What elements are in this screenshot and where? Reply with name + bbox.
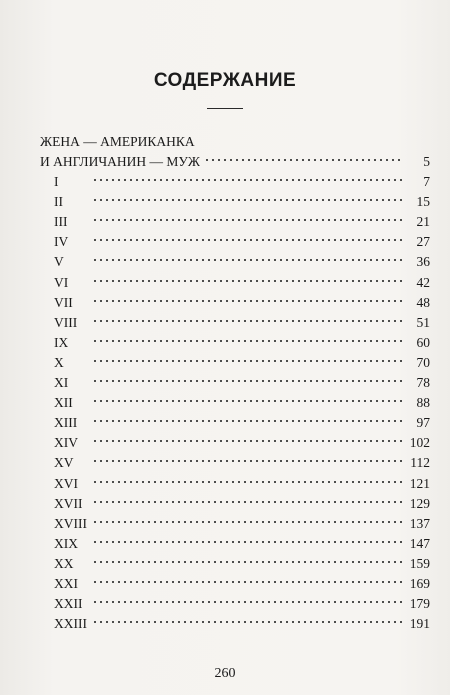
toc-page-number: 42 xyxy=(416,274,430,290)
dot-leader xyxy=(92,599,402,605)
dot-leader xyxy=(92,318,402,324)
dot-leader xyxy=(92,619,402,625)
dot-leader xyxy=(92,338,402,344)
toc-page-number: 159 xyxy=(409,555,430,571)
toc-chapter-row[interactable] xyxy=(40,594,430,614)
toc-page-number: 179 xyxy=(409,596,430,612)
title-divider xyxy=(207,108,243,109)
toc-chapter-row[interactable] xyxy=(40,554,430,574)
toc-page-number: 60 xyxy=(416,334,430,350)
toc-chapter-row[interactable] xyxy=(40,474,430,494)
toc-page-number: 5 xyxy=(423,154,430,169)
toc-chapter-label: XVI xyxy=(54,475,78,491)
dot-leader xyxy=(92,579,402,585)
toc-chapter-row[interactable] xyxy=(40,393,430,413)
dot-leader xyxy=(92,358,402,364)
toc-chapter-label: XIII xyxy=(54,415,78,431)
toc-chapter-row[interactable] xyxy=(40,353,430,373)
page-title: СОДЕРЖАНИЕ xyxy=(153,70,297,91)
toc-chapter-label: II xyxy=(54,194,63,210)
toc-page-number: 7 xyxy=(423,174,430,190)
toc-chapter-label: IX xyxy=(54,334,69,350)
dot-leader xyxy=(92,438,402,444)
toc-chapter-label: XIV xyxy=(54,435,78,451)
toc-main-entry[interactable] xyxy=(40,152,430,172)
toc-chapter-row[interactable] xyxy=(40,433,430,453)
page-number-footer: 260 xyxy=(214,666,236,681)
table-of-contents xyxy=(40,132,430,634)
dot-leader xyxy=(92,559,402,565)
toc-page-number: 78 xyxy=(416,375,430,391)
toc-chapter-label: VI xyxy=(54,274,69,290)
dot-leader xyxy=(92,479,402,485)
dot-leader xyxy=(92,197,402,203)
dot-leader xyxy=(92,458,402,464)
toc-page-number: 97 xyxy=(416,415,430,431)
toc-chapter-label: XXIII xyxy=(54,616,87,632)
toc-chapter-row[interactable] xyxy=(40,614,430,634)
dot-leader xyxy=(92,519,402,525)
toc-page-number: 147 xyxy=(409,535,430,551)
toc-chapter-label: XVII xyxy=(54,495,83,511)
toc-chapter-label: XXII xyxy=(54,596,83,612)
toc-page-number: 36 xyxy=(416,254,430,270)
toc-chapter-row[interactable] xyxy=(40,313,430,333)
toc-chapter-label: I xyxy=(54,174,59,190)
toc-main-entry-line2: И АНГЛИЧАНИН — МУЖ xyxy=(40,154,200,169)
toc-main-entry-line1: ЖЕНА — АМЕРИКАНКА xyxy=(40,134,195,149)
toc-page-number: 121 xyxy=(409,475,430,491)
dot-leader xyxy=(92,177,402,183)
toc-page-number: 15 xyxy=(416,194,430,210)
toc-page-number: 21 xyxy=(416,214,430,230)
toc-page-number: 112 xyxy=(410,455,430,471)
toc-page-number: 70 xyxy=(416,354,430,370)
toc-chapter-label: XX xyxy=(54,555,74,571)
toc-chapter-label: XVIII xyxy=(54,515,87,531)
toc-page-number: 137 xyxy=(409,515,430,531)
toc-chapter-row[interactable] xyxy=(40,273,430,293)
dot-leader xyxy=(92,217,402,223)
dot-leader xyxy=(92,499,402,505)
toc-chapter-label: XIX xyxy=(54,535,78,551)
toc-chapter-row[interactable] xyxy=(40,373,430,393)
dot-leader xyxy=(92,298,402,304)
dot-leader xyxy=(204,157,402,163)
toc-chapter-row[interactable] xyxy=(40,574,430,594)
toc-chapter-label: VIII xyxy=(54,314,78,330)
dot-leader xyxy=(92,278,402,284)
dot-leader xyxy=(92,398,402,404)
toc-chapter-row[interactable] xyxy=(40,534,430,554)
toc-chapter-label: IV xyxy=(54,234,69,250)
dot-leader xyxy=(92,418,402,424)
toc-chapter-row[interactable] xyxy=(40,293,430,313)
toc-page-number: 27 xyxy=(416,234,430,250)
toc-chapter-label: V xyxy=(54,254,64,270)
toc-chapter-row[interactable] xyxy=(40,212,430,232)
toc-chapter-row[interactable] xyxy=(40,413,430,433)
toc-chapter-label: XXI xyxy=(54,575,78,591)
toc-chapter-row[interactable] xyxy=(40,172,430,192)
dot-leader xyxy=(92,257,402,263)
toc-page-number: 129 xyxy=(409,495,430,511)
toc-chapter-label: XII xyxy=(54,395,73,411)
toc-page-number: 191 xyxy=(409,616,430,632)
toc-chapter-row[interactable] xyxy=(40,494,430,514)
toc-page-number: 102 xyxy=(409,435,430,451)
toc-chapter-row[interactable] xyxy=(40,514,430,534)
dot-leader xyxy=(92,378,402,384)
dot-leader xyxy=(92,539,402,545)
chapter-list xyxy=(40,172,430,634)
toc-chapter-label: XI xyxy=(54,375,69,391)
toc-chapter-row[interactable] xyxy=(40,192,430,212)
toc-page-number: 88 xyxy=(416,395,430,411)
toc-chapter-label: VII xyxy=(54,294,73,310)
toc-page-number: 51 xyxy=(416,314,430,330)
toc-page-number: 48 xyxy=(416,294,430,310)
toc-chapter-label: XV xyxy=(54,455,74,471)
toc-chapter-row[interactable] xyxy=(40,252,430,272)
toc-chapter-row[interactable] xyxy=(40,232,430,252)
toc-chapter-label: III xyxy=(54,214,68,230)
dot-leader xyxy=(92,237,402,243)
toc-chapter-label: X xyxy=(54,354,64,370)
toc-page-number: 169 xyxy=(409,575,430,591)
toc-chapter-row[interactable] xyxy=(40,333,430,353)
toc-chapter-row[interactable] xyxy=(40,453,430,473)
